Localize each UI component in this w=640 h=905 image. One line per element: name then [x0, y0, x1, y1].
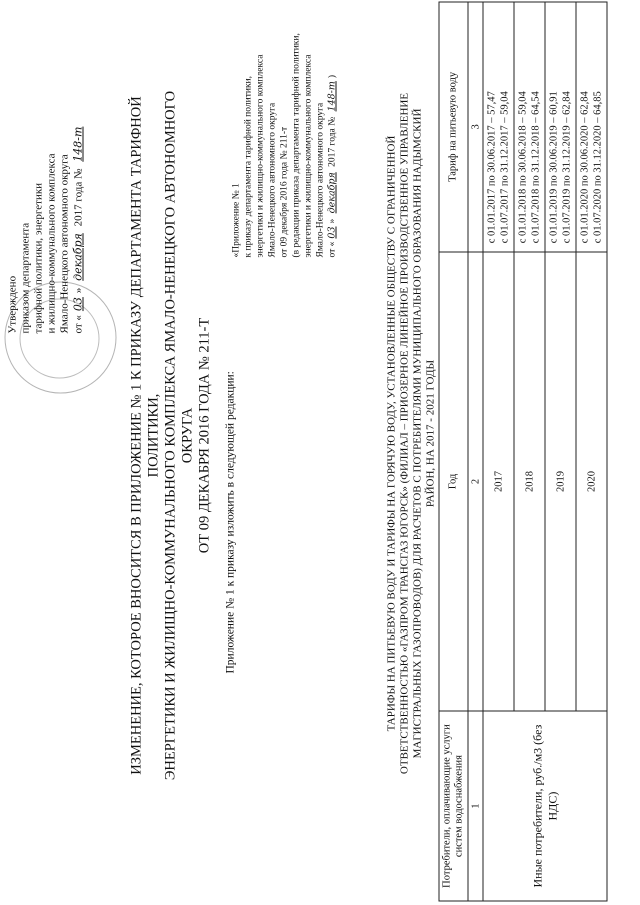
annex-line: Ямало-Ненецкого автономного округа — [267, 102, 277, 257]
consumer-cell: Иные потребители, руб./м3 (без НДС) — [483, 711, 607, 901]
header-consumers: Потребители, оплачивающие услуги систем водоснабжения — [439, 711, 468, 901]
annex-line: Ямало-Ненецкого автономного округа — [315, 102, 325, 257]
year-cell: 2017 — [483, 251, 514, 710]
header-year: Год — [439, 251, 468, 710]
document-heading — [128, 85, 213, 785]
handwritten-month: декабря — [326, 171, 337, 213]
year-cell: 2020 — [576, 251, 607, 710]
approval-date-line: от «03» декабря 2017 года № 148-т — [71, 13, 85, 333]
intro-text: Приложение № 1 к приказу изложить в следующей редакции: — [224, 370, 236, 673]
annex-line: (в редакции приказа департамента тарифной политики, — [291, 32, 301, 257]
column-number: 2 — [468, 251, 483, 710]
annex-date-line: от «03» декабря 2017 года № 148-т) — [326, 74, 337, 257]
handwritten-month: декабря — [71, 232, 84, 281]
approval-stamp — [6, 13, 85, 333]
tariff-table — [438, 1, 607, 901]
table-title-line: МАГИСТРАЛЬНЫХ ГАЗОПРОВОДОВ) ДЛЯ РАСЧЕТОВ С ПОТРЕБИТЕЛЯМИ МУНИЦИПАЛЬНОГО ОБРАЗОВАНИЯ НАДЫМСКИЙ — [411, 108, 423, 758]
approval-line: тарифной политики, энергетики — [32, 182, 44, 333]
table-title-line: ТАРИФЫ НА ПИТЬЕВУЮ ВОДУ И ТАРИФЫ НА ГОРЯЧУЮ ВОДУ, УСТАНОВЛЕННЫЕ ОБЩЕСТВУ С ОГРАНИЧЕННОЙ — [385, 135, 397, 731]
approval-line: Утверждено — [6, 275, 18, 333]
rate-cell: с 01.01.2018 по 30.06.2018 – 59,04 с 01.07.2018 по 31.12.2018 – 64,54 — [514, 2, 545, 252]
year-cell: 2018 — [514, 251, 545, 710]
annex-line: к приказу департамента тарифной политики, — [243, 75, 253, 257]
annex-line: от 09 декабря 2016 года № 211-т — [279, 126, 289, 257]
table-row — [483, 2, 514, 901]
handwritten-number: 148-т — [326, 80, 337, 111]
handwritten-day: 03 — [326, 226, 337, 239]
handwritten-day: 03 — [71, 296, 84, 311]
table-header-row — [439, 2, 468, 901]
heading-line: ОТ 09 ДЕКАБРЯ 2016 ГОДА № 211-Т — [196, 317, 212, 553]
annex-line: энергетики и жилищно-коммунального комплекса — [255, 54, 265, 257]
handwritten-number: 148-т — [71, 126, 84, 162]
rate-cell: с 01.01.2017 по 30.06.2017 – 57,47 с 01.07.2017 по 31.12.2017 – 59,04 — [483, 2, 514, 252]
table-title-line: ОТВЕТСТВЕННОСТЬЮ «ГАЗПРОМ ТРАНСГАЗ ЮГОРСК» (ФИЛИАЛ – ПРИОЗЕРНОЕ ЛИНЕЙНОЕ ПРОИЗВОДСТВЕННОЕ УПРАВЛЕНИЕ — [398, 92, 410, 774]
annex-line: «Приложение № 1 — [231, 182, 241, 257]
header-tariff: Тариф на питьевую воду — [439, 2, 468, 252]
heading-line: ИЗМЕНЕНИЕ, КОТОРОЕ ВНОСИТСЯ В ПРИЛОЖЕНИЕ № 1 К ПРИКАЗУ ДЕПАРТАМЕНТА ТАРИФНОЙ ПОЛИТИКИ, — [128, 95, 161, 775]
year-cell: 2019 — [545, 251, 576, 710]
table-title — [385, 33, 437, 833]
column-number-row — [468, 2, 483, 901]
rate-cell: с 01.01.2019 по 30.06.2019 – 60,91 с 01.07.2019 по 31.12.2019 – 62,84 — [545, 2, 576, 252]
annex-line: энергетики и жилищно-коммунального комплекса — [303, 54, 313, 257]
annex-header — [230, 7, 338, 257]
approval-line: Ямало-Ненецкого автономного округа — [58, 153, 70, 333]
table-title-line: РАЙОН, НА 2017 - 2021 ГОДЫ — [424, 359, 436, 507]
approval-line: приказом департамента — [19, 222, 31, 333]
rate-cell: с 01.01.2020 по 30.06.2020 – 62,84 с 01.07.2020 по 31.12.2020 – 64,85 — [576, 2, 607, 252]
column-number: 3 — [468, 2, 483, 252]
heading-line: ЭНЕРГЕТИКИ И ЖИЛИЩНО-КОММУНАЛЬНОГО КОМПЛЕКСА ЯМАЛО-НЕНЕЦКОГО АВТОНОМНОГО ОКРУГА — [162, 90, 195, 780]
approval-line: и жилищно-коммунального комплекса — [45, 152, 57, 333]
column-number: 1 — [468, 711, 483, 901]
